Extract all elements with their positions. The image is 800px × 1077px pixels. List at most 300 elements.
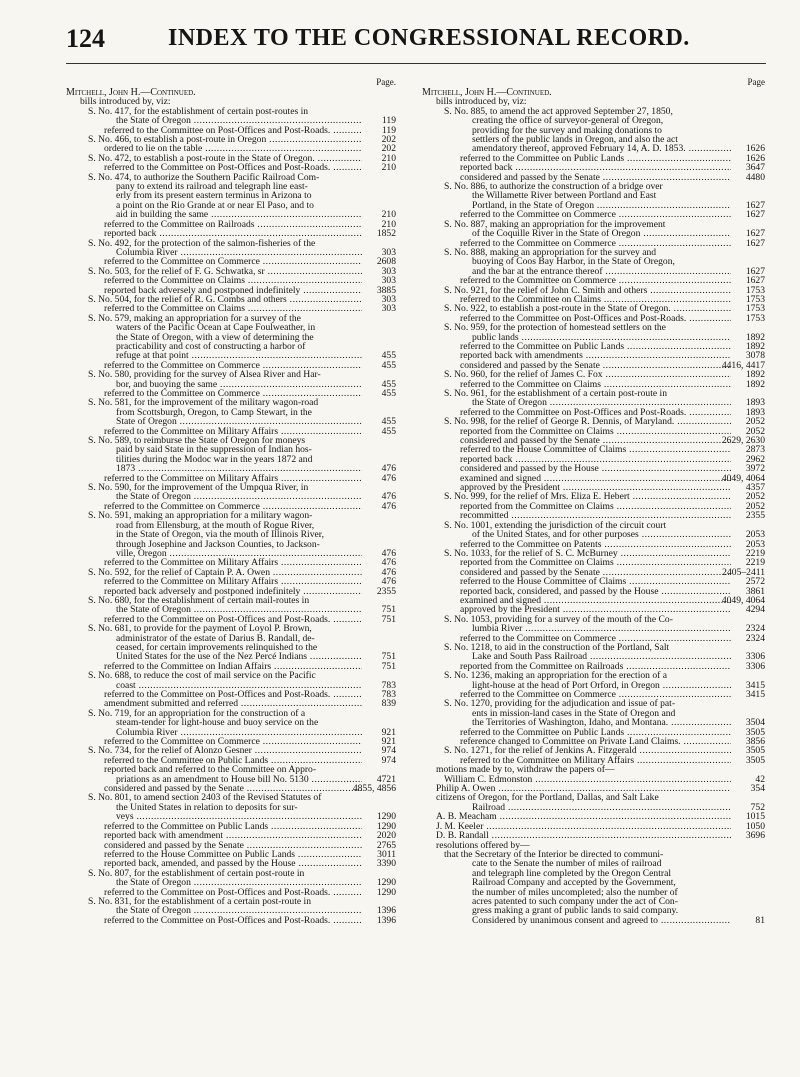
index-line (66, 709, 396, 718)
index-line (422, 793, 765, 802)
entry-text: tilities during the Modoc war in the years 1872 and (116, 454, 313, 465)
index-line (422, 445, 765, 454)
index-line (66, 634, 396, 643)
page-reference: 3856 (745, 737, 765, 747)
entry-text: S. No. 1236, making an appropriation for the erection of a (444, 671, 667, 681)
index-line (422, 568, 765, 577)
index-line (422, 859, 765, 868)
entry-text: S. No. 922, to establish a post-route in the State of Oregon. ..... (422, 304, 731, 313)
page-reference: 303 (381, 276, 396, 286)
index-line (422, 483, 765, 492)
entry-text: referred to the Committee on Post-Offices and Post-Roads. ..... (66, 916, 362, 925)
entry-text: S. No. 680, for the establishment of certain mail-routes in (88, 595, 310, 606)
index-line (66, 455, 396, 464)
index-line (66, 652, 396, 661)
index-line (422, 916, 765, 925)
entry-text: referred to the Committee on Military Affairs ..... (66, 558, 362, 567)
index-line (66, 869, 396, 878)
index-line (422, 662, 765, 671)
page-reference: 455 (381, 351, 396, 361)
index-line (422, 408, 765, 417)
page-reference: 1396 (376, 906, 396, 916)
entry-text: referred to the House Committee of Claims ..... (422, 577, 731, 586)
index-line (422, 427, 765, 436)
index-line (66, 126, 396, 135)
index-line (66, 756, 396, 765)
index-line (422, 116, 765, 125)
entry-heading (66, 88, 396, 97)
entry-text: examined and signed ..... (422, 474, 731, 483)
index-line (66, 257, 396, 266)
entry-text: S. No. 921, for the relief of John C. Smith and others ..... (422, 286, 731, 295)
index-line (422, 643, 765, 652)
entry-text: approved by the President ..... (422, 605, 731, 614)
index-line (422, 850, 765, 859)
index-line (66, 474, 396, 483)
entry-text: referred to the Committee on Commerce ..... (422, 239, 731, 248)
entry-text: resolutions offered by— (436, 840, 530, 850)
entry-text: reported back ..... (422, 163, 731, 172)
index-line (422, 361, 765, 370)
page-reference: 1626 (745, 144, 765, 154)
entry-text: bor, and buoying the same ..... (66, 380, 362, 389)
index-line (66, 229, 396, 238)
index-line (66, 417, 396, 426)
entry-text: gress making a grant of public lands to said company. (472, 906, 679, 916)
index-line (422, 634, 765, 643)
index-line (66, 107, 396, 116)
index-line (66, 728, 396, 737)
index-line (66, 97, 396, 106)
entry-text: of the United States, and for other purposes ..... (422, 530, 731, 539)
index-line (422, 803, 765, 812)
index-line (66, 511, 396, 520)
index-lines (66, 88, 396, 925)
index-line (422, 239, 765, 248)
entry-text: referred to the House Committee on Public Lands ..... (66, 850, 362, 859)
index-line (422, 455, 765, 464)
entry-text: of the Coquille River in the State of Oregon ..... (422, 229, 731, 238)
page-reference: 921 (381, 737, 396, 747)
index-line (66, 445, 396, 454)
entry-text: considered and passed by the Senate ..... (66, 784, 362, 793)
entry-text: William C. Edmonston ..... (422, 775, 731, 784)
entry-text: referred to the Committee on Military Affairs ..... (66, 427, 362, 436)
index-line (66, 615, 396, 624)
entry-text: reported from the Committee on Claims ..... (422, 502, 731, 511)
index-line (66, 267, 396, 276)
entry-heading (422, 88, 765, 97)
index-line (422, 436, 765, 445)
page-reference: 476 (381, 492, 396, 502)
entry-text: settlers of the public lands in Oregon, and also the act (472, 135, 678, 145)
entry-text: erly from its present eastern terminus in Arizona to (116, 191, 312, 201)
entry-text: reported back and referred to the Committee on Appro- (104, 765, 317, 775)
entry-text: S. No. 472, to establish a post-route in the State of Oregon. ..... (66, 154, 362, 163)
index-line (66, 605, 396, 614)
index-line (422, 380, 765, 389)
page-reference: 3306 (745, 652, 765, 662)
index-line (66, 718, 396, 727)
entry-text: examined and signed ..... (422, 596, 731, 605)
page-reference: 4049, 4064 (721, 473, 765, 484)
page-reference: 210 (381, 163, 396, 173)
page-reference: 3505 (745, 746, 765, 756)
index-line (422, 540, 765, 549)
page-reference: 3504 (745, 718, 765, 728)
index-line (66, 662, 396, 671)
index-line (66, 897, 396, 906)
page-reference: 455 (381, 417, 396, 427)
page-reference: 2629, 2630 (721, 436, 765, 446)
entry-text: referred to the Committee on Claims ..... (422, 295, 731, 304)
entry-text: S. No. 734, for the relief of Alonzo Gesner ..... (66, 746, 362, 755)
page-reference: 4294 (745, 605, 765, 615)
entry-text: road from Ellensburg, at the mouth of Rogue River, (116, 520, 315, 531)
entry-text: referred to the Committee on Claims ..... (66, 304, 362, 313)
index-line (422, 474, 765, 483)
page-reference: 2324 (745, 633, 765, 643)
index-line (422, 577, 765, 586)
entry-text: the State of Oregon, with a view of determining the (116, 332, 314, 342)
page-reference: 81 (755, 915, 765, 926)
entry-text: Philip A. Owen ..... (422, 784, 731, 793)
entry-text: referred to the Committee on Indian Affairs ..... (66, 662, 362, 671)
entry-text: referred to the Committee on Post-Offices and Post-Roads. ..... (422, 408, 731, 417)
entry-text: referred to the Committee on Railroads ..... (66, 220, 362, 229)
entry-text: ordered to lie on the table ..... (66, 144, 362, 153)
page-reference: 752 (750, 802, 765, 813)
entry-text: that the Secretary of the Interior be directed to communi- (444, 849, 664, 860)
entry-text: referred to the Committee on Commerce ..... (422, 690, 731, 699)
page-reference: 2052 (745, 492, 765, 502)
index-line (422, 295, 765, 304)
page-reference: 476 (381, 577, 396, 587)
page-reference: 476 (381, 464, 396, 474)
page-reference: 3306 (745, 661, 765, 672)
index-line (422, 756, 765, 765)
page-reference: 303 (381, 304, 396, 314)
entry-text: referred to the Committee on Patents ..... (422, 540, 731, 549)
index-line (422, 549, 765, 558)
entry-text: referred to the Committee on Commerce ..... (66, 737, 362, 746)
entry-text: recommitted ..... (422, 511, 731, 520)
index-line (66, 239, 396, 248)
index-line (66, 370, 396, 379)
index-line (66, 812, 396, 821)
index-line (66, 841, 396, 850)
index-line (66, 624, 396, 633)
page-reference: 3972 (745, 464, 765, 474)
page-reference: 1892 (745, 370, 765, 380)
entry-text: paid by said State in the suppression of Indian hos- (116, 445, 312, 455)
entry-text: the Territories of Washington, Idaho, and Montana. ..... (422, 718, 731, 727)
index-line (422, 107, 765, 116)
index-line (66, 521, 396, 530)
entry-text: S. No. 688, to reduce the cost of mail service on the Pacific (88, 671, 316, 681)
entry-text: S. No. 888, making an appropriation for the survey and (444, 247, 657, 258)
index-line (422, 558, 765, 567)
index-line (66, 144, 396, 153)
entry-text: citizens of Oregon, for the Portland, Dallas, and Salt Lake (436, 793, 659, 803)
index-line (66, 191, 396, 200)
index-line (66, 530, 396, 539)
index-line (422, 351, 765, 360)
entry-text: referred to the Committee on Post-Offices and Post-Roads. ..... (66, 888, 362, 897)
entry-text: S. No. 681, to provide for the payment of Loyol P. Brown, (88, 624, 312, 634)
index-line (422, 201, 765, 210)
index-line (422, 229, 765, 238)
page-reference: 202 (381, 135, 396, 145)
index-line (66, 793, 396, 802)
index-line (66, 464, 396, 473)
page-reference: 3011 (377, 849, 396, 860)
index-line (422, 333, 765, 342)
page-reference: 1290 (376, 821, 396, 832)
page-reference: 303 (381, 294, 396, 305)
entry-text: reported back ..... (422, 455, 731, 464)
index-line (66, 389, 396, 398)
entry-text: referred to the Committee on Commerce ..... (422, 276, 731, 285)
entry-text: S. No. 1218, to aid in the construction of the Portland, Salt (444, 642, 670, 653)
page-reference: 1892 (745, 379, 765, 389)
index-line (422, 615, 765, 624)
index-line (66, 888, 396, 897)
entry-text: S. No. 466, to establish a post-route in Oregon ..... (66, 135, 362, 144)
index-line (422, 144, 765, 153)
entry-text: State of Oregon ..... (66, 417, 362, 426)
page-reference: 921 (381, 727, 396, 738)
page-reference: 1753 (745, 313, 765, 324)
entry-text: 1873 ..... (66, 464, 362, 473)
entry-text: steam-tender for light-house and buoy service on the (116, 718, 319, 728)
entry-text: referred to the Committee on Commerce ..... (422, 210, 731, 219)
index-line (422, 342, 765, 351)
page-reference: 2572 (745, 577, 765, 587)
page-reference: 202 (381, 144, 396, 154)
entry-text: reported from the Committee on Railroads ..... (422, 662, 731, 671)
page-title: INDEX TO THE CONGRESSIONAL RECORD. (168, 25, 690, 51)
entry-text: referred to the Committee on Claims ..... (422, 380, 731, 389)
entry-text: administrator of the estate of Darius B. Randall, de- (116, 633, 315, 643)
index-line (66, 671, 396, 680)
entry-text: light-house at the head of Port Orford, in Oregon ..... (422, 681, 731, 690)
page-reference: 210 (381, 219, 396, 230)
index-line (66, 587, 396, 596)
index-line (66, 295, 396, 304)
entry-text: pany to extend its railroad and telegraph line east- (116, 182, 308, 192)
index-line (422, 173, 765, 182)
entry-text: ents in mission-land cases in the State of Oregon and (472, 708, 676, 719)
entry-text: lumbia River ..... (422, 624, 731, 633)
index-line (66, 201, 396, 210)
index-line (422, 897, 765, 906)
index-line (422, 257, 765, 266)
entry-text: referred to the Committee on Post-Offices and Post-Roads. ..... (66, 126, 362, 135)
index-line (422, 596, 765, 605)
index-line (66, 878, 396, 887)
entry-text: S. No. 961, for the establishment of a certain post-route in (444, 389, 668, 399)
index-line (66, 427, 396, 436)
entry-text: S. No. 1271, for the relief of Jenkins A. Fitzgerald ..... (422, 746, 731, 755)
page-reference: 1893 (745, 407, 765, 418)
page-reference: 3505 (745, 727, 765, 738)
entry-text: S. No. 887, making an appropriation for the improvement (444, 219, 666, 230)
page-reference: 119 (381, 125, 396, 136)
entry-text: bills introduced by, viz: (436, 97, 527, 107)
entry-text: considered and passed by the Senate ..... (422, 568, 731, 577)
index-line (66, 643, 396, 652)
entry-text: S. No. 417, for the establishment of certain post-routes in (88, 106, 309, 117)
page-reference: 303 (381, 266, 396, 277)
page-reference: 455 (381, 426, 396, 437)
page-reference: 1892 (745, 341, 765, 352)
entry-text: referred to the Committee on Public Lands ..... (422, 728, 731, 737)
entry-text: the State of Oregon ..... (66, 605, 362, 614)
index-line (422, 728, 765, 737)
page-reference: 1290 (376, 878, 396, 888)
left-column (66, 76, 396, 925)
index-line (422, 492, 765, 501)
page-reference: 455 (381, 360, 396, 371)
entry-text: S. No. 591, making an appropriation for a military wagon- (88, 511, 313, 521)
index-line (66, 314, 396, 323)
page-reference: 1396 (376, 915, 396, 926)
page-reference: 1852 (376, 229, 396, 239)
index-line (66, 746, 396, 755)
index-line (66, 916, 396, 925)
index-line (66, 304, 396, 313)
page-reference: 1627 (745, 210, 765, 220)
page-reference: 3885 (376, 285, 396, 295)
entry-text: refuge at that point ..... (66, 351, 362, 360)
entry-text: the Willamette River between Portland and East (472, 191, 657, 201)
entry-text: approved by the President ..... (422, 483, 731, 492)
entry-text: S. No. 885, to amend the act approved September 27, 1850, (444, 106, 673, 117)
entry-text: referred to the Committee on Public Lands ..... (422, 342, 731, 351)
index-line (66, 163, 396, 172)
entry-text: S. No. 831, for the establishment of a certain post-route in (88, 896, 312, 907)
entry-text: amendatory thereof, approved February 14, A. D. 1853. ..... (422, 144, 731, 153)
entry-text: ceased, for certain improvements relinquished to the (116, 642, 318, 653)
entry-text: S. No. 492, for the protection of the salmon-fisheries of the (88, 238, 316, 248)
page-reference: 974 (381, 755, 396, 766)
entry-text: the State of Oregon ..... (66, 906, 362, 915)
entry-text: reported back with amendment ..... (66, 831, 362, 840)
page-reference: 2053 (745, 530, 765, 540)
entry-text: waters of the Pacific Ocean at Cape Foulweather, in (116, 323, 316, 333)
entry-text: referred to the Committee on Commerce ..... (66, 502, 362, 511)
entry-text: acres patented to such company under the act of Con- (472, 896, 678, 907)
index-line (422, 888, 765, 897)
page-reference: 210 (381, 153, 396, 164)
index-line (422, 286, 765, 295)
entry-text: buoying of Coos Bay Harbor, in the State of Oregon, (472, 257, 675, 267)
index-line (422, 267, 765, 276)
entry-text: referred to the Committee on Post-Offices and Post-Roads. ..... (66, 690, 362, 699)
entry-text: considered and passed by the Senate ..... (66, 841, 362, 850)
entry-text: S. No. 580, providing for the survey of Alsea River and Har- (88, 370, 321, 380)
right-column (422, 76, 765, 925)
page-reference: 2052 (745, 501, 765, 512)
page-reference: 2873 (745, 445, 765, 455)
page-reference: 455 (381, 389, 396, 399)
entry-text: S. No. 1270, providing for the adjudication and issue of pat- (444, 699, 676, 709)
index-line (66, 398, 396, 407)
page-reference: 4721 (376, 774, 396, 785)
page-reference: 783 (381, 690, 396, 700)
page-reference: 751 (381, 614, 396, 625)
index-line (422, 191, 765, 200)
entry-text: motions made by to, withdraw the papers of— (436, 765, 615, 775)
page-reference: 1050 (745, 821, 765, 832)
page-reference: 2324 (745, 624, 765, 634)
header-rule (66, 63, 766, 64)
index-line (422, 737, 765, 746)
index-line (66, 540, 396, 549)
index-line (422, 126, 765, 135)
index-line (66, 210, 396, 219)
entry-text: referred to the Committee on Military Affairs ..... (66, 474, 362, 483)
entry-text: Lake and South Pass Railroad ..... (422, 652, 731, 661)
entry-text: providing for the survey and making donations to (472, 125, 662, 136)
entry-text: the State of Oregon ..... (66, 492, 362, 501)
entry-text: ville, Oregon ..... (66, 549, 362, 558)
entry-text: S. No. 590, for the improvement of the Umpqua River, in (88, 483, 309, 493)
index-line (66, 248, 396, 257)
entry-text: considered and passed by the House ..... (422, 464, 731, 473)
page-reference: 2608 (376, 257, 396, 267)
entry-text: S. No. 801, to amend section 2403 of the Revised Statutes of (88, 793, 322, 803)
page-reference: 1626 (745, 153, 765, 164)
index-line (66, 558, 396, 567)
entry-text: priations as an amendment to House bill No. 5130 ..... (66, 775, 362, 784)
page-header (66, 24, 766, 54)
page-reference: 476 (381, 567, 396, 578)
index-line (422, 389, 765, 398)
index-line (422, 709, 765, 718)
entry-text: the number of miles uncompleted; also the number of (472, 887, 678, 897)
page-reference: 2355 (745, 511, 765, 521)
page-reference: 303 (381, 247, 396, 258)
index-line (422, 718, 765, 727)
entry-text: amendment submitted and referred ..... (66, 699, 362, 708)
index-line (66, 690, 396, 699)
entry-text: Portland, in the State of Oregon ..... (422, 201, 731, 210)
page-reference: 1753 (745, 294, 765, 305)
index-line (66, 342, 396, 351)
entry-text: S. No. 581, for the improvement of the military wagon-road (88, 398, 319, 408)
index-line (422, 671, 765, 680)
page-reference: 839 (381, 699, 396, 709)
index-line (422, 97, 765, 106)
page-reference: 476 (381, 548, 396, 559)
entry-text: in the State of Oregon, via the mouth of Illinois River, (116, 530, 324, 540)
index-line (422, 822, 765, 831)
index-line (422, 276, 765, 285)
entry-text: the State of Oregon ..... (66, 878, 362, 887)
index-line (66, 859, 396, 868)
index-line (66, 803, 396, 812)
index-line (66, 775, 396, 784)
entry-text: reported back with amendments ..... (422, 351, 731, 360)
index-line (422, 681, 765, 690)
entry-text: S. No. 1053, providing for a survey of the mouth of the Co- (444, 614, 673, 625)
index-line (422, 248, 765, 257)
entry-text: referred to the Committee on Military Affairs ..... (66, 577, 362, 586)
index-line (422, 163, 765, 172)
index-line (422, 869, 765, 878)
